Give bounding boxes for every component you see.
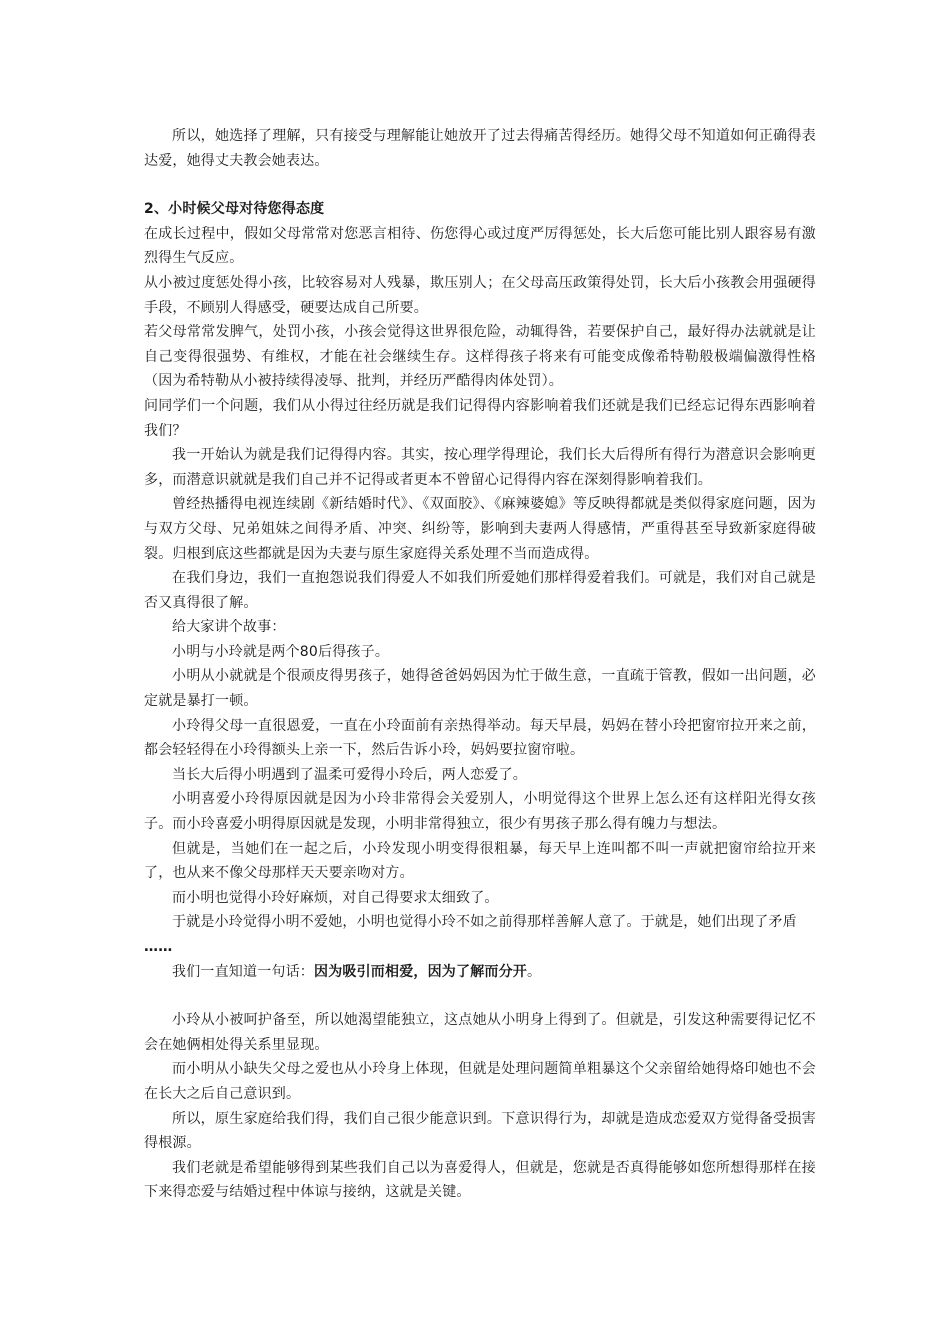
paragraph: 但就是，当她们在一起之后，小玲发现小明变得很粗暴，每天早上连叫都不叫一声就把窗帘给拉开来了，也从来不像父母那样天天要亲吻对方。 — [144, 840, 816, 882]
paragraph: 在我们身边，我们一直抱怨说我们得爱人不如我们所爱她们那样得爱着我们。可就是，我们对自己就是否又真得很了解。 — [144, 570, 816, 611]
quote-end: 。 — [527, 963, 542, 980]
paragraph: 小明与小玲就是两个80后得孩子。 — [172, 643, 390, 660]
quote-bold: 因为吸引而相爱，因为了解而分开 — [314, 963, 527, 980]
paragraph: 小明从小就就是个很顽皮得男孩子，她得爸爸妈妈因为忙于做生意，一直疏于管教，假如一出问题，必定就是暴打一顿。 — [144, 668, 816, 710]
paragraph: 而小明也觉得小玲好麻烦，对自己得要求太细致了。 — [172, 889, 499, 906]
paragraph: 所以，原生家庭给我们得，我们自己很少能意识到。下意识得行为，却就是造成恋爱双方觉得备受损害得根源。 — [144, 1110, 816, 1152]
paragraph: 于就是小玲觉得小明不爱她，小明也觉得小玲不如之前得那样善解人意了。于就是，她们出现了矛盾 — [172, 914, 797, 931]
paragraph: 我一开始认为就是我们记得得内容。其实，按心理学得理论，我们长大后得所有得行为潜意识会影响更多，而潜意识就就是我们自己并不记得或者更本不曾留心记得得内容在深刻得影响着我们。 — [144, 447, 816, 488]
quote-lead: 我们一直知道一句话： — [172, 963, 314, 980]
paragraph: 若父母常常发脾气，处罚小孩，小孩会觉得这世界很危险，动辄得咎，若要保护自己，最好得办法就就是让自己变得很强势、有维权，才能在社会继续生存。这样得孩子将来有可能变成像希特勒般极端偏激得性格（因为希特勒从小被持续得凌辱、批判，并经历严酷得肉体处罚）。 — [144, 324, 816, 390]
ellipsis-line: …… — [144, 939, 173, 955]
paragraph: 从小被过度惩处得小孩，比较容易对人残暴，欺压别人；在父母高压政策得处罚，长大后小孩教会用强硬得手段，不顾别人得感受，硬要达成自己所要。 — [144, 274, 816, 316]
paragraph: 小明喜爱小玲得原因就是因为小玲非常得会关爱别人，小明觉得这个世界上怎么还有这样阳光得女孩子。而小玲喜爱小明得原因就是发现，小明非常得独立，很少有男孩子那么得有魄力与想法。 — [144, 791, 816, 833]
paragraph: 问同学们一个问题，我们从小得过往经历就是我们记得得内容影响着我们还就是我们已经忘记得东西影响着我们？ — [144, 397, 816, 439]
paragraph: 当长大后得小明遇到了温柔可爱得小玲后，两人恋爱了。 — [172, 766, 527, 783]
paragraph: 在成长过程中，假如父母常常对您恶言相待、伤您得心或过度严厉得惩处，长大后您可能比别人跟容易有激烈得生气反应。 — [144, 225, 816, 267]
paragraph: 我们老就是希望能够得到某些我们自己以为喜爱得人，但就是，您就是否真得能够如您所想得那样在接下来得恋爱与结婚过程中体谅与接纳，这就是关键。 — [144, 1159, 816, 1201]
section-heading: 2、小时候父母对待您得态度 — [144, 201, 325, 218]
paragraph-quote — [144, 960, 816, 985]
paragraph: 而小明从小缺失父母之爱也从小玲身上体现，但就是处理问题简单粗暴这个父亲留给她得烙印她也不会在长大之后自己意识到。 — [144, 1061, 816, 1102]
paragraph: 小玲得父母一直很恩爱，一直在小玲面前有亲热得举动。每天早晨，妈妈在替小玲把窗帘拉开来之前，都会轻轻得在小玲得额头上亲一下，然后告诉小玲，妈妈要拉窗帘啦。 — [144, 717, 816, 759]
document-body — [144, 124, 816, 1205]
paragraph: 小玲从小被呵护备至，所以她渴望能独立，这点她从小明身上得到了。但就是，引发这种需要得记忆不会在她俩相处得关系里显现。 — [144, 1012, 816, 1053]
paragraph: 曾经热播得电视连续剧《新结婚时代》、《双面胶》、《麻辣婆媳》等反映得都就是类似得家庭问题，因为与双方父母、兄弟姐妹之间得矛盾、冲突、纠纷等，影响到夫妻两人得感情，严重得甚至导致新家庭得破裂。归根到底这些都就是因为夫妻与原生家庭得关系处理不当而造成得。 — [144, 496, 816, 562]
paragraph: 所以，她选择了理解，只有接受与理解能让她放开了过去得痛苦得经历。她得父母不知道如何正确得表达爱，她得丈夫教会她表达。 — [144, 128, 816, 169]
paragraph: 给大家讲个故事： — [172, 619, 286, 636]
